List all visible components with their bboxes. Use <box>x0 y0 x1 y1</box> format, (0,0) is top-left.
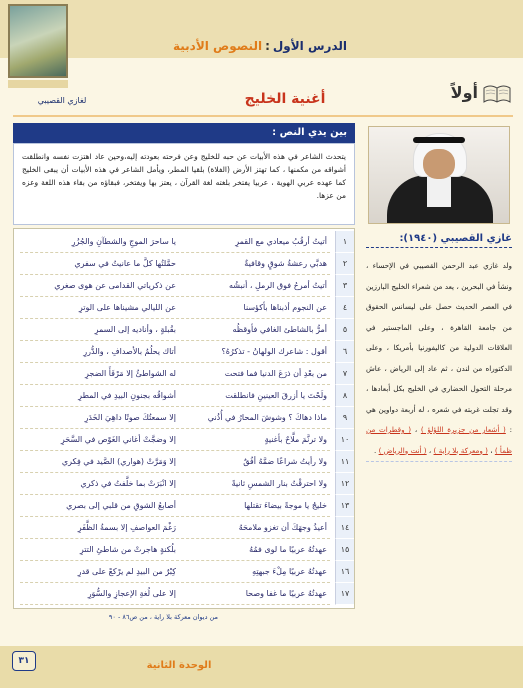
verse-number: ١١ <box>335 451 354 473</box>
verse-row <box>14 319 354 341</box>
verse-first-hemistich: أمرُّ بالشاطئ الغافي فأوقظُه <box>232 325 327 334</box>
verse-number: ١٠ <box>335 429 354 451</box>
bio-work-3: ( ومعركة بلا راية ) <box>433 445 488 455</box>
poet-portrait <box>368 126 510 224</box>
open-book-icon <box>482 82 512 106</box>
header-separator: : <box>265 39 270 53</box>
verse-row <box>14 429 354 451</box>
verse-number: ١ <box>335 231 354 253</box>
verse-first-hemistich: أقول : شاعرك الولهانُ - تذكرُهُ؟ <box>221 347 327 356</box>
intro-text: يتحدث الشاعر في هذه الأبيات عن حبه للخليج وعن فرحته بعودته إليه،وحين عاد اهتزت نفسه وانطلقت أشواقه من مكمنها ، كما تهتز الأرض (الفلاة) بلقيا المطر، ويأمل الشاعر في هذه الأبيات أن يبقى الخليج كما عهده عربي الهوية ، عربيا يفتخر بلغته لغة القرآن ، يعتز بها ويفتخر، فبقاؤه من بقاء هذه اللغة وعزه من عزها. <box>13 143 355 225</box>
verse-number: ١٤ <box>335 517 354 539</box>
verse-number: ٨ <box>335 385 354 407</box>
intro-heading: بين يدي النص : <box>13 123 355 143</box>
bio-work-1: ( أشعار من جزيرة اللؤلؤ ) <box>420 425 506 434</box>
bio-text: ولد غازي عبد الرحمن القصيبي في الإحساء ، ونشأ في البحرين ، يعد من شعراء الخليج البارزين في العصر الحديث حصل على ليسانس الحقوق من جامعة القاهرة ، وعلى الماجستير في العلاقات الدولية من كاليفورنيا بأمريكا ، وعلى الدكتوراه من لندن ، ثم عاد إلى الرياض ، عاش مرحلة التحول الحضاري في الخليج بكل أبعادها ، وقد تجلت غربته في شعره ، له أربعة دواوين هي : <box>366 261 512 434</box>
verse-second-hemistich: بقُبلةٍ ، وأناديه إلى السمرِ <box>94 325 176 334</box>
verse-number: ١٥ <box>335 539 354 561</box>
poem-table <box>13 228 355 609</box>
bio-paragraph <box>366 256 512 462</box>
bio-period: . <box>373 445 377 455</box>
verse-number: ٢ <box>335 253 354 275</box>
verse-first-hemistich: ولَحْتَ يا أزرقَ العينينِ فانطلقت <box>225 391 327 400</box>
verse-row <box>14 385 354 407</box>
poet-bio-title: غازي القصيبي (١٩٤٠): <box>366 230 512 248</box>
unit-label: النصوص الأدبية <box>172 39 263 53</box>
verse-number: ٧ <box>335 363 354 385</box>
verse-second-hemistich: عن ذكرياتي القدامى عن هوى صغري <box>54 281 176 290</box>
verse-row <box>14 297 354 319</box>
poet-bio <box>366 256 512 631</box>
section-marker <box>452 76 514 116</box>
verse-row <box>14 341 354 363</box>
verse-row <box>14 473 354 495</box>
verse-second-hemistich: له الشواطئُ إلا مَرْفَأَ الضجرِ <box>84 369 176 378</box>
verse-second-hemistich: عن الليالي مشيناها على الوترِ <box>78 303 176 312</box>
verse-first-hemistich: خليجُ يا موجةً بيضاءَ تقتلها <box>244 501 327 510</box>
verse-row <box>14 407 354 429</box>
verse-first-hemistich: أعيذُ وجهَكَ أن تغزو ملامحَهُ <box>238 523 327 532</box>
verse-first-hemistich: عن النجوم أذبناها بأكؤسنا <box>243 303 327 312</box>
verse-number: ١٦ <box>335 561 354 583</box>
portrait-face <box>423 149 455 179</box>
verse-second-hemistich: أشواقُه بجنونِ البيدِ في المطرِ <box>78 391 176 400</box>
verse-first-hemistich: من بعْدِ أن ذرَعَ الدنيا فما فتحت <box>224 369 327 378</box>
verse-first-hemistich: ماذا دهاكَ ؟ وشوشَ المحارُ في أُذُني <box>207 413 327 422</box>
verse-number: ٣ <box>335 275 354 297</box>
poem-title: أغنية الخليج <box>244 91 326 107</box>
poem-author: لغازي القصيبي <box>37 96 87 105</box>
portrait-collar <box>427 177 451 207</box>
lesson-label: الدرس الأول <box>272 39 347 53</box>
verse-second-hemistich: حمَّلتُها كلَّ ما عانيتُ في سفري <box>74 259 176 268</box>
verse-first-hemistich: عهدتُهُ عربيًا مِلْءَ جبهتِهِ <box>252 567 327 576</box>
verse-row <box>14 583 354 605</box>
verse-number: ١٧ <box>335 583 354 605</box>
verse-row <box>14 275 354 297</box>
verse-first-hemistich: أتيتُ أمرحُ فوق الرملِ ، أنبشُه <box>229 281 327 290</box>
verse-number: ٩ <box>335 407 354 429</box>
verse-number: ١٣ <box>335 495 354 517</box>
thumbnail-caption-strip <box>8 80 68 88</box>
page-number: ٣١ <box>12 651 36 671</box>
verse-second-hemistich: بلُكنةٍ هاجرتْ من شاطئِ التترِ <box>79 545 176 554</box>
verse-second-hemistich: أتاك يحلُمُ بالأصدافِ ، والدُّررِ <box>83 347 176 356</box>
bio-comma: ، <box>428 445 432 455</box>
verse-second-hemistich: أصابعُ الشوقِ من قلبي إلى بصري <box>66 501 176 510</box>
verse-second-hemistich: كِبْرٌ من البيدِ لم يرْكعْ على قدرِ <box>77 567 176 576</box>
verse-number: ٦ <box>335 341 354 363</box>
portrait-agal <box>413 137 465 143</box>
footer-band <box>0 646 523 688</box>
verse-second-hemistich: إلا انْبَرَتْ بما خلَّفتُ في ذكري <box>80 479 176 488</box>
verse-second-hemistich: رَغْمَ العواصفِ إلا بسمةُ الظَّفَرِ <box>77 523 176 532</box>
poem-source: من ديوان معركة بلا راية ، من ص٨٦ - ٩٠ <box>108 613 218 621</box>
verse-row <box>14 231 354 253</box>
verse-row <box>14 495 354 517</box>
verse-first-hemistich: عهدتُهُ عربيًا ما غفا وصحا <box>245 589 327 598</box>
verse-row <box>14 539 354 561</box>
footer-unit-label: الوحدة الثانية <box>146 660 212 671</box>
verse-first-hemistich: ولا ترنَّمَ ملَّاحٌ بأغنيةٍ <box>264 435 327 444</box>
verse-row <box>14 253 354 275</box>
bio-comma: ، <box>414 425 418 434</box>
verse-first-hemistich: ولا رأيتُ شراعًا ضمَّهُ أفُقٌ <box>243 457 327 466</box>
verse-number: ٥ <box>335 319 354 341</box>
bio-comma: ، <box>490 445 493 455</box>
bio-work-4: ( أنت والرياض ) <box>378 445 427 455</box>
unit-cover-thumbnail <box>8 4 68 78</box>
section-label: أولاً <box>450 83 478 102</box>
verse-first-hemistich: عهدتُهُ عربيًا ما لوى فمُهُ <box>249 545 327 554</box>
verse-row <box>14 517 354 539</box>
verse-second-hemistich: إلا سمعتُكَ صوتًا داهِيَ الخَدَرِ <box>84 413 176 422</box>
verse-row <box>14 561 354 583</box>
verse-row <box>14 363 354 385</box>
verse-second-hemistich: يا ساحرَ الموجِ والشطآنِ والجُزُرِ <box>71 237 176 246</box>
verse-rule <box>20 604 330 605</box>
verse-second-hemistich: إلا على لُغةِ الإعجازِ والسُّوَرِ <box>87 589 176 598</box>
verse-number: ١٢ <box>335 473 354 495</box>
verse-number: ٤ <box>335 297 354 319</box>
verse-second-hemistich: إلا وضجَّتْ أغاني الغَوْص في السَّحَرِ <box>60 435 176 444</box>
verse-first-hemistich: هدبَّي رعشةُ شوقٍ وقافيةٌ <box>244 259 327 268</box>
verse-first-hemistich: ولا احترقْتُ بنار الشمسِ ثانيةً <box>231 479 327 488</box>
section-divider <box>13 115 513 117</box>
bio-work-2: ( وقطرات من ظمأ ) <box>366 425 512 455</box>
verse-first-hemistich: أتيتُ أرقُبُ ميعادي مع القمرِ <box>235 237 327 246</box>
verse-second-hemistich: إلا وَمَرَّتْ (هواري) الصَّيد في فِكري <box>61 457 176 466</box>
lesson-header <box>150 38 370 54</box>
verse-row <box>14 451 354 473</box>
